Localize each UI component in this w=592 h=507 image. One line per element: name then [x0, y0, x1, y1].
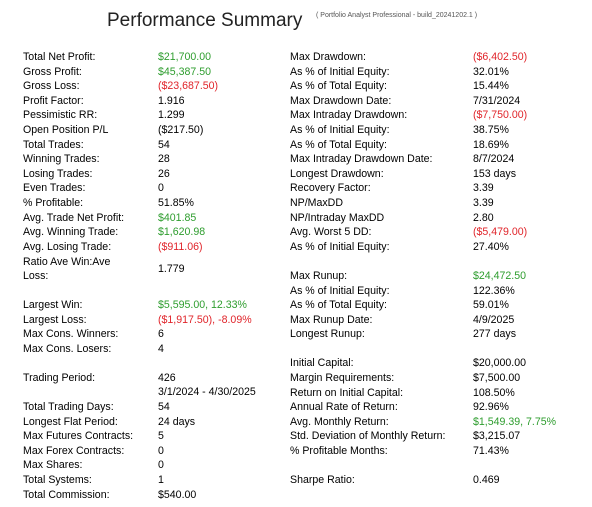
metric-value: 24 days: [158, 415, 196, 428]
metric-label: As % of Initial Equity:: [290, 240, 390, 253]
metric-value: 8/7/2024: [473, 153, 515, 166]
metric-label: As % of Initial Equity:: [290, 123, 390, 136]
metric-value: 38.75%: [473, 123, 509, 136]
metric-label: As % of Total Equity:: [290, 80, 387, 93]
metric-label: Max Drawdown:: [290, 51, 366, 63]
metric-value: 1: [158, 474, 164, 487]
metric-value: 18.69%: [473, 138, 509, 151]
metric-label: As % of Total Equity:: [290, 299, 387, 312]
metric-value: 426: [158, 371, 176, 384]
metric-label: Avg. Worst 5 DD:: [290, 226, 372, 239]
metric-label: % Profitable:: [23, 196, 84, 209]
metric-value: 0.469: [473, 474, 500, 487]
metric-value: ($5,479.00): [473, 226, 528, 239]
metric-label: Largest Loss:: [23, 313, 87, 326]
metric-value: 59.01%: [473, 299, 509, 312]
metric-value: 15.44%: [473, 80, 509, 93]
metric-label: NP/Intraday MaxDD: [290, 211, 385, 224]
metric-value: $24,472.50: [473, 269, 527, 282]
metric-value: 0: [158, 182, 164, 195]
metric-label: Margin Requirements:: [290, 372, 395, 385]
metric-value: 1.779: [158, 263, 185, 276]
metric-value: 1.299: [158, 109, 185, 122]
metric-value: $5,595.00, 12.33%: [158, 298, 247, 311]
metric-value: 4/9/2025: [473, 313, 515, 326]
metric-label: Longest Drawdown:: [290, 167, 384, 180]
metric-label: Total Commission:: [23, 488, 110, 501]
metric-label: Annual Rate of Return:: [290, 401, 398, 414]
metric-label: As % of Initial Equity:: [290, 284, 390, 297]
metric-value: 54: [158, 138, 170, 151]
metric-value: 7/31/2024: [473, 94, 521, 107]
metric-value: $1,549.39, 7.75%: [473, 415, 557, 428]
metric-value: 2.80: [473, 211, 494, 224]
metric-label: Max Drawdown Date:: [290, 94, 392, 107]
metric-label: Avg. Monthly Return:: [290, 415, 389, 428]
metric-value: ($6,402.50): [473, 51, 528, 63]
metric-value: $20,000.00: [473, 357, 527, 370]
metric-value: 71.43%: [473, 445, 509, 458]
metric-label: Even Trades:: [23, 182, 86, 195]
metric-label: Recovery Factor:: [290, 182, 371, 195]
build-subtitle: ( Portfolio Analyst Professional - build_20241202.1 ): [316, 12, 478, 19]
metric-value: 122.36%: [473, 284, 515, 297]
metric-label: Ratio Ave Win:Ave Loss:: [23, 256, 111, 283]
metric-label: As % of Total Equity:: [290, 138, 387, 151]
metric-value: 32.01%: [473, 65, 509, 78]
metric-value: 3/1/2024 - 4/30/2025: [158, 386, 256, 399]
metric-value: 108.50%: [473, 386, 515, 399]
metric-value: 27.40%: [473, 240, 509, 253]
metric-value: 92.96%: [473, 401, 509, 414]
metric-label: Pessimistic RR:: [23, 109, 98, 122]
metric-label: Gross Loss:: [23, 80, 80, 93]
metric-value: 54: [158, 401, 170, 414]
metric-value: $7,500.00: [473, 372, 521, 385]
metric-value: 6: [158, 328, 164, 341]
metric-label: Initial Capital:: [290, 357, 354, 370]
metric-label: Longest Flat Period:: [23, 415, 118, 428]
metric-label: Open Position P/L: [23, 123, 109, 136]
metric-label: Trading Period:: [23, 371, 96, 384]
metric-label: NP/MaxDD: [290, 196, 343, 209]
metric-value: 3.39: [473, 196, 494, 209]
metric-value: 0: [158, 459, 164, 472]
metric-value: $45,387.50: [158, 65, 212, 78]
metric-label: Max Forex Contracts:: [23, 444, 125, 457]
metric-label: Total Trades:: [23, 138, 84, 151]
metric-value: ($7,750.00): [473, 109, 528, 122]
metric-label: Return on Initial Capital:: [290, 386, 404, 399]
metric-value: ($911.06): [158, 240, 203, 253]
metric-label: Max Intraday Drawdown:: [290, 109, 408, 122]
metric-label: Avg. Trade Net Profit:: [23, 211, 125, 224]
metric-value: $540.00: [158, 488, 197, 501]
metric-label: Longest Runup:: [290, 328, 365, 341]
metric-label: As % of Initial Equity:: [290, 65, 390, 78]
metric-value: 5: [158, 430, 164, 443]
metric-value: ($1,917.50), -8.09%: [158, 313, 252, 326]
metric-label: Max Intraday Drawdown Date:: [290, 153, 433, 166]
page-title: Performance Summary: [107, 10, 303, 31]
metric-value: 28: [158, 153, 170, 166]
metric-label: Max Cons. Winners:: [23, 328, 119, 341]
metric-label: Total Net Profit:: [23, 51, 96, 63]
metric-value: 1.916: [158, 94, 185, 107]
metric-value: 153 days: [473, 167, 516, 180]
metric-value: 277 days: [473, 328, 516, 341]
metric-label: Max Shares:: [23, 459, 83, 472]
metric-label: % Profitable Months:: [290, 445, 388, 458]
metric-label: Profit Factor:: [23, 94, 84, 107]
metric-label: Max Runup Date:: [290, 313, 373, 326]
metric-label: Max Futures Contracts:: [23, 430, 134, 443]
metric-value: $21,700.00: [158, 51, 212, 63]
metric-value: ($23,687.50): [158, 80, 219, 93]
metric-value: $401.85: [158, 211, 197, 224]
metric-label: Losing Trades:: [23, 167, 93, 180]
metric-value: 26: [158, 167, 170, 180]
metric-label: Max Runup:: [290, 269, 348, 282]
metric-label: Winning Trades:: [23, 153, 100, 166]
metric-label: Total Systems:: [23, 474, 92, 487]
metric-value: ($217.50): [158, 123, 204, 136]
metric-value: 51.85%: [158, 196, 194, 209]
metric-value: 3.39: [473, 182, 494, 195]
metric-label: Avg. Winning Trade:: [23, 226, 119, 239]
metric-label: Gross Profit:: [23, 65, 82, 78]
metric-label: Largest Win:: [23, 298, 83, 311]
metric-value: $1,620.98: [158, 226, 206, 239]
metric-label: Std. Deviation of Monthly Return:: [290, 430, 446, 443]
metric-label: Max Cons. Losers:: [23, 342, 112, 355]
metric-value: $3,215.07: [473, 430, 521, 443]
metric-value: 4: [158, 342, 164, 355]
metric-label: Total Trading Days:: [23, 401, 114, 414]
metric-label: Sharpe Ratio:: [290, 474, 355, 487]
metric-value: 0: [158, 444, 164, 457]
metric-label: Avg. Losing Trade:: [23, 240, 112, 253]
